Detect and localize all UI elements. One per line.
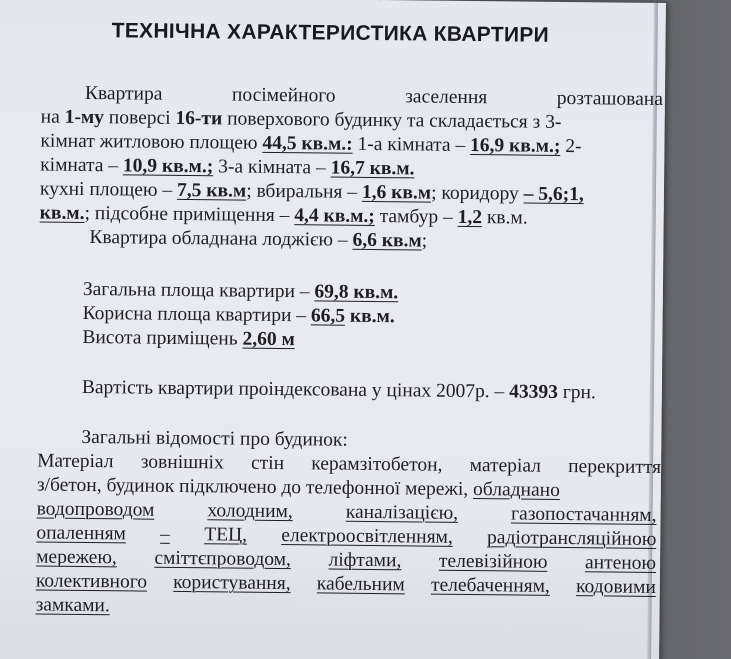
building-line-7: замками.: [35, 594, 110, 617]
text: поверхового будинку та складається з 3-: [222, 108, 562, 133]
word: колективного: [35, 570, 148, 593]
word: кабельним: [316, 573, 405, 596]
word: холодним,: [207, 500, 293, 523]
word: матеріал: [469, 455, 542, 477]
cost-value: 43393: [509, 381, 559, 403]
useful-area-value: 66,5: [310, 305, 346, 327]
word: мережею,: [36, 546, 117, 569]
word: заселення: [405, 86, 488, 109]
word: телевізійною: [438, 550, 548, 573]
text: кухні площею –: [39, 178, 178, 201]
text: грн.: [557, 381, 596, 404]
building-heading: Загальні відомості про будинок:: [81, 426, 349, 451]
room2-area-value: 10,9 кв.м.;: [122, 155, 214, 178]
text: з/бетон, будинок підключено до телефонної мережі,: [36, 474, 474, 501]
word: користування,: [173, 571, 291, 595]
word: розташована: [556, 87, 664, 111]
text: 1-а кімната –: [352, 133, 471, 156]
word: ліфтами,: [328, 549, 402, 572]
word: водопроводом: [36, 498, 155, 521]
text: Висота приміщень: [82, 326, 243, 350]
word: –: [160, 523, 171, 545]
text: ; вбиральня –: [246, 180, 363, 203]
p1-line-2: [41, 106, 562, 133]
word: сміттєпроводом,: [154, 547, 292, 571]
building-line-2: [37, 474, 560, 501]
word: радіотрансляційною: [486, 527, 657, 550]
vestibule-area-value: 1,2: [457, 206, 483, 229]
text: ;: [421, 230, 428, 252]
word: телебаченням,: [430, 574, 550, 597]
text: кв.м.: [481, 207, 528, 229]
word: зовнішніх: [140, 451, 224, 474]
corridor-area-value: – 5,6;1,: [523, 183, 584, 206]
kitchen-area-value: 7,5 кв.м: [176, 179, 247, 202]
word: електроосвітленням,: [281, 525, 453, 548]
word: газопостачанням,: [510, 503, 657, 526]
p1-line-1: [85, 83, 663, 111]
wc-area-value: 1,6 кв.м: [361, 181, 432, 204]
word: ТЕЦ,: [204, 524, 248, 546]
loggia-area-value: 6,6 кв.м: [352, 229, 422, 252]
text: кімната –: [40, 154, 124, 177]
p1-line-7: [89, 227, 427, 253]
word: Квартира: [84, 82, 163, 105]
floor-value: 1-му: [64, 106, 105, 129]
living-area-value: 44,5 кв.м.:: [262, 132, 353, 155]
underlined-text: обладнано: [472, 479, 560, 501]
word: каналізацією,: [345, 501, 459, 524]
word: Матеріал: [37, 450, 114, 473]
height-line: [82, 327, 295, 351]
p1-line-3: [40, 130, 581, 158]
word: посімейного: [231, 84, 336, 107]
word: стін: [250, 452, 285, 475]
word: опаленням: [36, 522, 127, 545]
word: кодовими: [575, 576, 656, 598]
room3-area-value: 16,7 кв.м.: [330, 157, 415, 180]
text: кімнат житловою площею: [40, 130, 263, 154]
text: тамбур –: [374, 206, 458, 228]
unit-text: кв.м.: [39, 202, 85, 224]
room1-area-value: 16,9 кв.м.;: [469, 134, 561, 157]
text: Корисна площа квартири –: [82, 302, 312, 327]
word: антеною: [584, 552, 657, 574]
useful-area-unit: кв.м.: [344, 305, 395, 328]
text: Загальна площа квартири –: [82, 278, 315, 303]
height-value: 2,60 м: [242, 328, 295, 351]
cost-line: [82, 377, 596, 404]
useful-area-line: [83, 303, 395, 328]
text: поверсі: [103, 107, 176, 129]
text: Квартира обладнана лоджією –: [89, 227, 353, 251]
word: перекриття: [568, 456, 662, 479]
storeys-value: 16-ти: [175, 107, 223, 130]
text: Вартість квартири проіндексована у цінах 2007р. –: [81, 376, 510, 403]
document-title: ТЕХНІЧНА ХАРАКТЕРИСТИКА КВАРТИРИ: [111, 19, 550, 47]
text: ; підсобне приміщення –: [84, 202, 295, 227]
utility-area-value: 4,4 кв.м.;: [294, 205, 375, 227]
total-area-line: [83, 279, 399, 304]
text: на: [40, 106, 65, 128]
text: 2-: [560, 135, 582, 158]
building-line-6: [36, 570, 656, 598]
text: 3-а кімната –: [213, 156, 331, 179]
p1-line-5: [40, 178, 584, 206]
total-area-value: 69,8 кв.м.: [314, 281, 399, 304]
text: ; коридору: [431, 182, 524, 205]
p1-line-6: [40, 202, 528, 229]
p1-line-4: [40, 154, 414, 180]
word: керамзітобетон,: [311, 453, 443, 476]
